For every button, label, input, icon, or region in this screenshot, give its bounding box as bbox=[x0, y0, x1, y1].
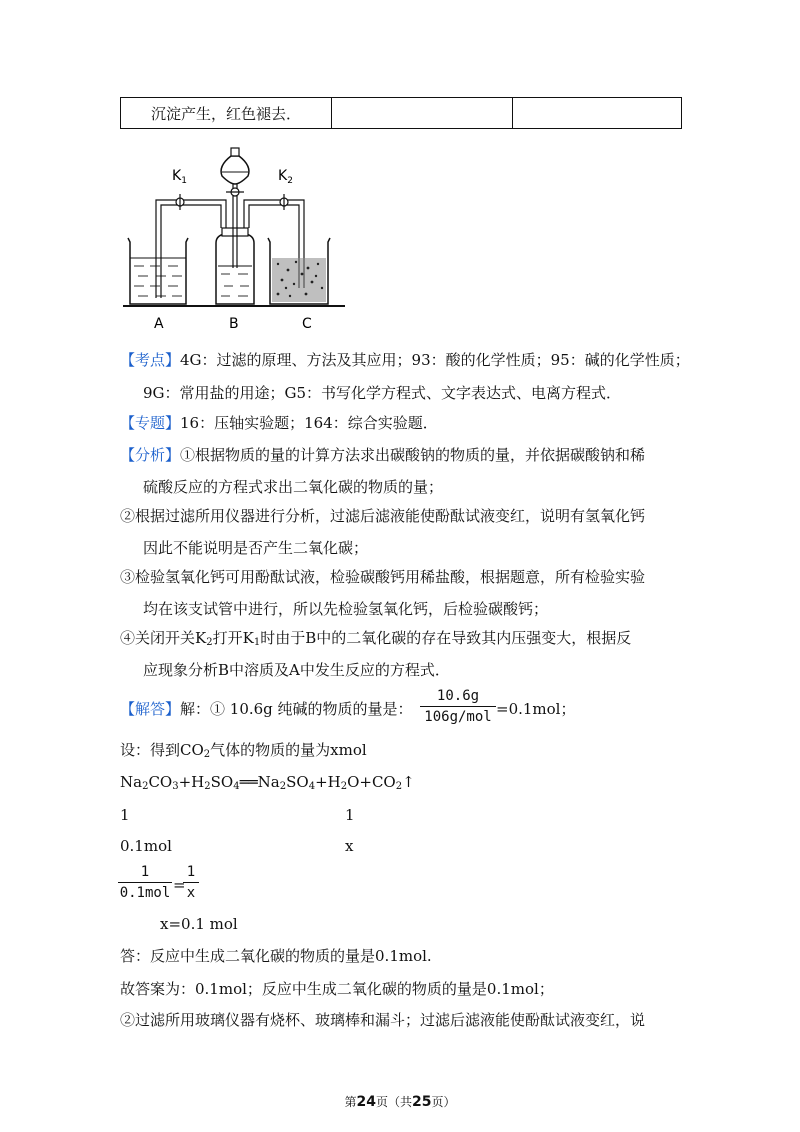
table-cell-3 bbox=[513, 98, 682, 129]
zhuanti-tag: 【专题】 bbox=[120, 414, 181, 432]
label-k1: $K_1$ bbox=[172, 168, 187, 186]
final-answer-line: 故答案为：0.1mol；反应中生成二氧化碳的物质的量是0.1mol； bbox=[120, 980, 554, 998]
kaodian-tag: 【考点】 bbox=[120, 351, 181, 369]
fenxi-line7: ④关闭开关$K_2$打开$K_1$时由于B中的二氧化碳的存在导致其内压强变大，根据反 bbox=[120, 629, 632, 648]
fenxi-line2: 硫酸反应的方程式求出二氧化碳的物质的量； bbox=[143, 478, 444, 496]
label-a: A bbox=[154, 316, 164, 332]
fenxi-line6: 均在该支试管中进行，所以先检验氢氧化钙，后检验碳酸钙； bbox=[143, 600, 549, 618]
table-cell-2 bbox=[332, 98, 513, 129]
separatory-funnel bbox=[221, 156, 249, 184]
answer-table-row bbox=[120, 97, 682, 129]
part2-line: ②过滤所用玻璃仪器有烧杯、玻璃棒和漏斗；过滤后滤液能使酚酞试液变红，说 bbox=[120, 1011, 646, 1029]
label-b: B bbox=[229, 316, 239, 332]
fenxi-line1: 【分析】①根据物质的量的计算方法求出碳酸钠的物质的量，并依据碳酸钠和稀 bbox=[120, 446, 646, 464]
fenxi-line4: 因此不能说明是否产生二氧化碳； bbox=[143, 539, 369, 557]
fenxi-line3: ②根据过滤所用仪器进行分析，过滤后滤液能使酚酞试液变红，说明有氢氧化钙 bbox=[120, 507, 646, 525]
kaodian-line1: 【考点】4G：过滤的原理、方法及其应用；93：酸的化学性质；95：碱的化学性质； bbox=[120, 351, 690, 369]
beaker-a bbox=[128, 238, 188, 304]
label-k2: $K_2$ bbox=[278, 168, 293, 186]
kaodian-line2: 9G：常用盐的用途；G5：书写化学方程式、文字表达式、电离方程式． bbox=[143, 384, 622, 402]
ratio-fraction-1: 1 0.1mol bbox=[119, 864, 171, 901]
jieda-tag: 【解答】 bbox=[120, 700, 181, 718]
apparatus-diagram bbox=[118, 138, 350, 338]
qty-left: 0.1mol bbox=[120, 837, 172, 855]
ratio-equals: = bbox=[173, 876, 186, 894]
ratio-fraction-2: $\frac{1}{x}$ bbox=[183, 864, 199, 901]
bottle-b bbox=[216, 234, 254, 304]
answer-line: 答：反应中生成二氧化碳的物质的量是0.1mol. bbox=[120, 947, 432, 965]
fenxi-line8: 应现象分析B中溶质及A中发生反应的方程式． bbox=[143, 661, 450, 679]
page-footer: 第24页（共25页） bbox=[344, 1094, 456, 1110]
coef-right: 1 bbox=[345, 806, 355, 824]
x-result: x=0.1 mol bbox=[160, 915, 238, 933]
coef-left: 1 bbox=[120, 806, 130, 824]
jieda-line1: 【解答】解：① 10.6g 纯碱的物质的量是： bbox=[120, 700, 413, 718]
zhuanti-line: 【专题】16：压轴实验题；164：综合实验题． bbox=[120, 414, 438, 432]
molar-fraction: 10.6g 106g/mol bbox=[420, 688, 496, 725]
fenxi-line5: ③检验氢氧化钙可用酚酞试液，检验碳酸钙用稀盐酸，根据题意，所有检验实验 bbox=[120, 568, 646, 586]
fenxi-tag: 【分析】 bbox=[120, 446, 181, 464]
table-cell-1: 沉淀产生，红色褪去． bbox=[121, 98, 332, 129]
molar-result: =0.1mol； bbox=[496, 700, 576, 718]
reaction-equation: $Na_2CO_3+H_2SO_4══Na_2SO_4+H_2O+CO_2↑$ bbox=[120, 773, 415, 792]
label-c: C bbox=[302, 316, 312, 332]
qty-right: x bbox=[345, 837, 354, 855]
let-line: 设：得到$CO_2$气体的物质的量为xmol bbox=[120, 741, 367, 760]
